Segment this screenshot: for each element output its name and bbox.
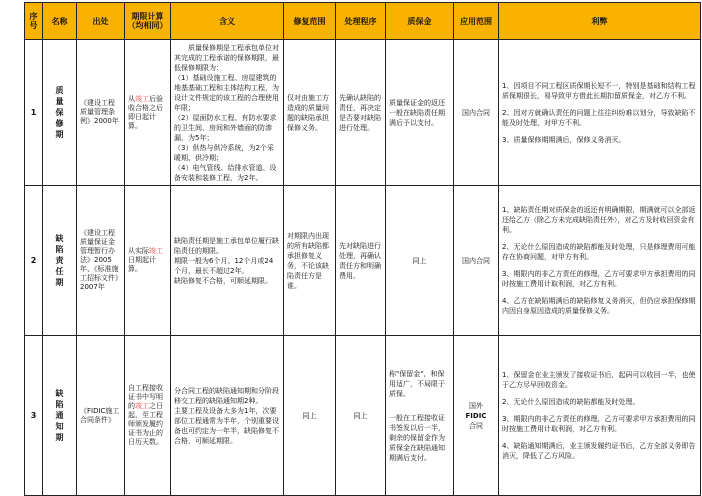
- row-scope: 同上: [284, 336, 336, 496]
- row-source: 《建设工程质量管理条例》2000年: [77, 40, 125, 186]
- row-pros-cons: [499, 40, 701, 186]
- pros-cons-item: 2、因对方就确认责任的问题上往往纠纷难以划分，导致缺陷不能及时处理，对甲方不利。: [502, 108, 696, 127]
- row-source: 《FIDIC施工合同条件》: [77, 336, 125, 496]
- header-procedure: 处理程序: [336, 3, 386, 40]
- pros-cons-item: 1、缺陷责任期对质保金的返还有明确期限，期满就可以全部返还给乙方（除乙方未完成缺陷责任外），对乙方及时收回资金有利。: [502, 206, 696, 234]
- row-procedure: 先对缺陷进行处理，再确认责任方和明确费用。: [336, 186, 386, 336]
- pros-cons-item: 1、保留金在业主颁发了接收证书后，起码可以收回一半，也使于乙方尽早回收资金。: [502, 371, 696, 389]
- header-meaning: 含义: [171, 3, 284, 40]
- row-meaning: 缺陷责任期是施工承包单位履行缺陷责任的期限。 期限一般为6个月、12个月或24个月，最长不超过2年。 缺陷修复不合格，可顺延期限。: [171, 186, 284, 336]
- table-row: [25, 40, 701, 186]
- period-highlight: 竣工: [135, 402, 149, 410]
- row-period: 从竣工后验收合格之后即日起计算。: [125, 40, 171, 186]
- table-row: [25, 186, 701, 336]
- row-meaning: [171, 40, 284, 186]
- pros-cons-item: 3、期限内的非乙方责任的修理，乙方可要求甲方承担费用的同时按施工费用计取利润，对乙方有利。: [502, 415, 696, 433]
- row-pros-cons: [499, 186, 701, 336]
- application-line: FIDIC: [465, 411, 487, 420]
- period-highlight: 竣工: [149, 247, 163, 255]
- row-name: 缺陷责任期: [43, 186, 77, 336]
- meaning-item: （4）电气管线、给排水管道、设备安装和装修工程，为2年。: [174, 163, 277, 182]
- header-row: [25, 3, 701, 40]
- header-scope: 修复范围: [284, 3, 336, 40]
- pros-cons-item: 4、乙方在缺陷期满后的缺陷修复义务消灭，但仍应承担保修期内因自身原因造成的质量保修义务。: [502, 297, 696, 315]
- pros-cons-item: 2、无论什么原因造成的缺陷都能及时处理，只是修理费用可能存在协商问题，对甲方有利。: [502, 243, 696, 261]
- header-period-line1: 期限计算: [131, 12, 164, 21]
- row-period: 自工程接收证书中写明的竣工之日起，至工程师颁发履约证书为止的日历天数。: [125, 336, 171, 496]
- header-period: [125, 3, 171, 40]
- deposit-detail: 一般在工程接收证书签发以后一半，剩余的保留金作为质保金在缺陷通知期满后支付。: [389, 413, 445, 462]
- row-scope: 仅对由施工方造成的质量问题的缺陷承担保修义务。: [284, 40, 336, 186]
- row-application: 国内合同: [454, 40, 499, 186]
- pros-cons-item: 2、无论什么原因造成的缺陷都能及时处理。: [502, 398, 640, 406]
- row-procedure: 同上: [336, 336, 386, 496]
- header-period-line2: （均相同）: [127, 21, 168, 30]
- pros-cons-item: 4、缺陷通知期满后，业主颁发履约证书后，乙方全部义务即告消灭，降低了乙方风险。: [502, 442, 696, 460]
- row-no: 1: [25, 40, 43, 186]
- meaning-item: （1）基础设施工程、房屋建筑的地基基础工程和主体结构工程，为设计文件规定的该工程的合理使用年限；: [174, 73, 279, 112]
- pros-cons-item: 1、因项目不同工程区质保期长短不一，特别是基础和结构工程质保期很长，易导致甲方借此长期扣留质保金，对乙方不利。: [502, 81, 696, 100]
- header-name: 名称: [43, 3, 77, 40]
- pros-cons-item: 3、质量保修期期满后，保修义务消灭。: [502, 135, 626, 144]
- header-application: 应用范围: [454, 3, 499, 40]
- row-name: 缺陷通知期: [43, 336, 77, 496]
- row-pros-cons: [499, 336, 701, 496]
- row-period: 从实际竣工日期起计算。: [125, 186, 171, 336]
- row-meaning: 分合同工程的缺陷通知期和分阶段移交工程的缺陷通知期2种。 主要工程及设备大多为1年，次要部位工程通常为半年，个别重要设备也可约定为一年半，缺陷修复不合格，可顺延期限。: [171, 336, 284, 496]
- header-pros-cons: 利弊: [499, 3, 701, 40]
- row-procedure: 先确认缺陷的责任，再决定是否要对缺陷进行处理。: [336, 40, 386, 186]
- comparison-table: [24, 2, 701, 496]
- pros-cons-item: 3、期限内的非乙方责任的修理，乙方可要求甲方承担费用的同时按施工费用计取利润，对乙方有利。: [502, 270, 696, 288]
- meaning-item: （2）屋面防水工程、有防水要求的卫生间、房间和外墙面的防渗漏，为5年；: [174, 113, 277, 142]
- row-scope: 对期限内出现的所有缺陷都承担修复义务，不论该缺陷责任方是谁。: [284, 186, 336, 336]
- meaning-item: （3）供热与供冷系统，为2个采暖期、供冷期；: [174, 143, 274, 162]
- header-source: 出处: [77, 3, 125, 40]
- row-application: [454, 336, 499, 496]
- row-name: 质量保修期: [43, 40, 77, 186]
- row-no: 2: [25, 186, 43, 336]
- application-line: 国外: [469, 401, 483, 410]
- header-no: 序号: [25, 3, 43, 40]
- application-line: 合同: [469, 421, 483, 430]
- table-row: [25, 336, 701, 496]
- row-deposit: 质量保证金的返还一般在缺陷责任期满后予以支付。: [386, 40, 454, 186]
- header-deposit: 质保金: [386, 3, 454, 40]
- row-deposit: 同上: [386, 186, 454, 336]
- row-no: 3: [25, 336, 43, 496]
- row-source: 《建设工程质量保证金管理暂行办法》2005年、《标准施工招标文件》2007年: [77, 186, 125, 336]
- row-deposit: [386, 336, 454, 496]
- period-highlight: 竣工: [135, 94, 149, 103]
- deposit-note: 称"保留金"，和保用适广，不局限于质保。: [389, 369, 445, 398]
- meaning-intro: 质量保修期是工程承包单位对其完成的工程承诺的保修期限，最低保修期限为：: [174, 43, 279, 72]
- row-application: 国内合同: [454, 186, 499, 336]
